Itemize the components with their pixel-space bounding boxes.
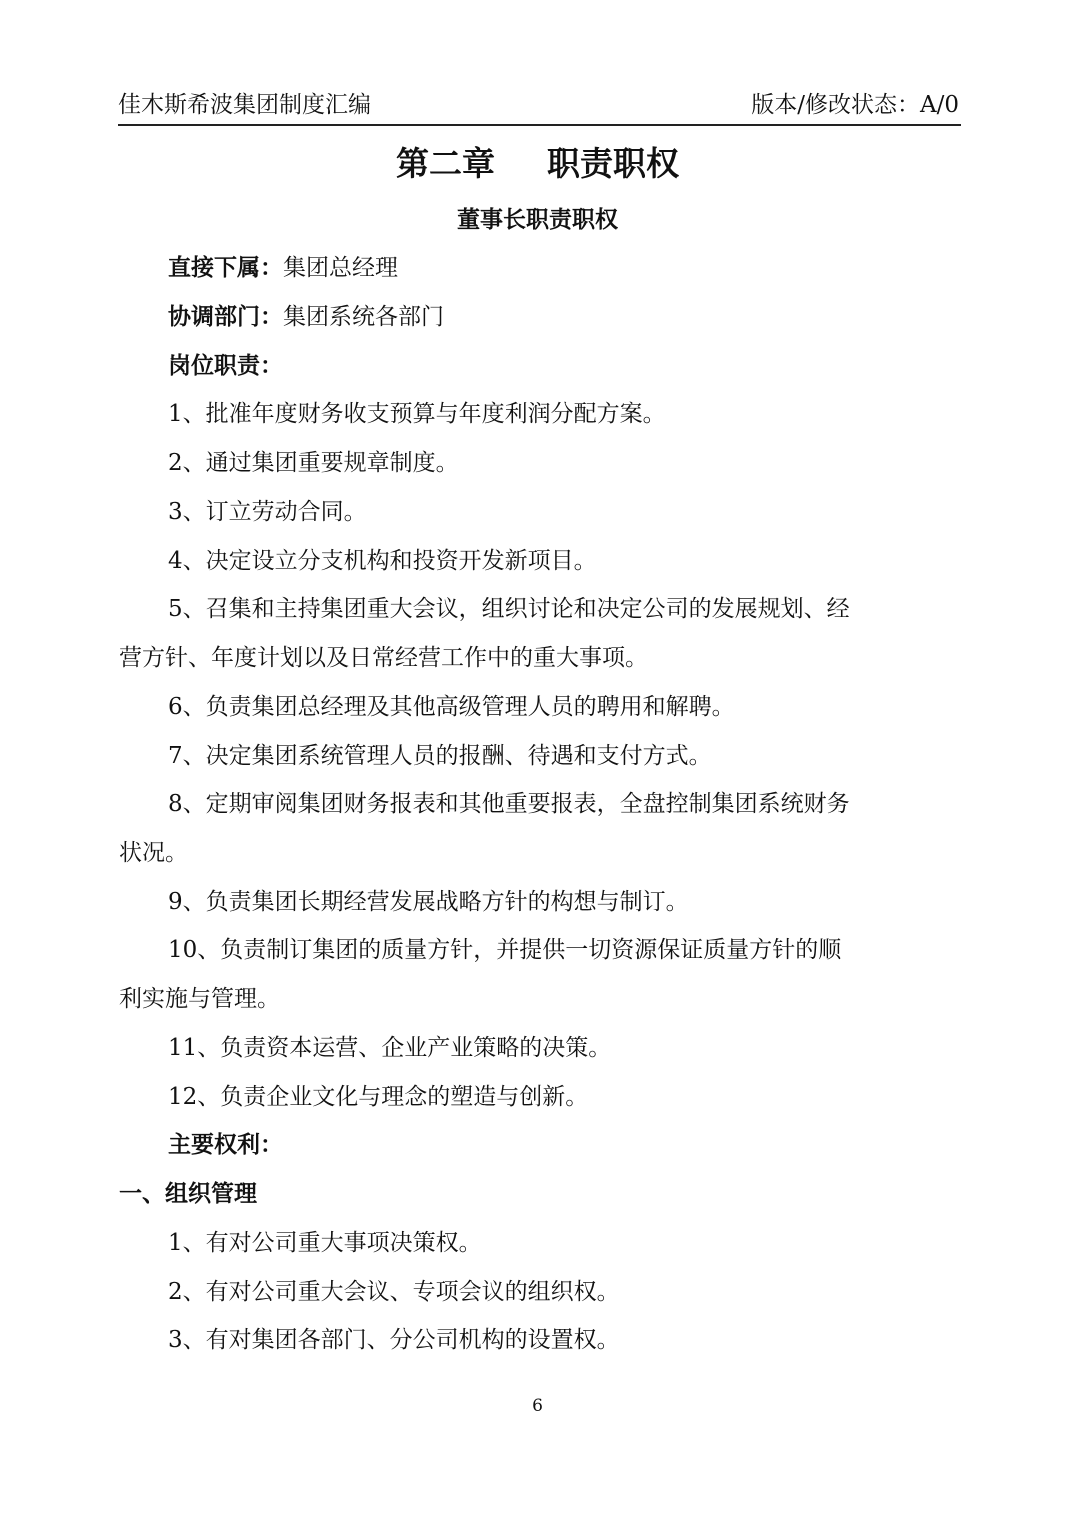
coordination-value: 集团系统各部门 [283,304,444,330]
document-collection-title: 佳木斯希波集团制度汇编 [118,92,371,118]
org-management-heading: 一、组织管理 [119,1181,257,1207]
duty-item: 3、订立劳动合同。 [168,499,367,525]
chapter-title [0,140,1075,188]
org-right-item: 1、有对公司重大事项决策权。 [168,1230,482,1256]
page-number: 6 [532,1396,543,1416]
page-header [118,88,961,126]
duty-item-continuation: 利实施与管理。 [119,986,280,1012]
coordination-label: 协调部门： [168,304,283,330]
duty-item: 4、决定设立分支机构和投资开发新项目。 [168,548,597,574]
duty-item: 1、批准年度财务收支预算与年度利润分配方案。 [168,401,666,427]
chapter-name: 职责职权 [547,144,679,183]
coordination-line [168,300,444,334]
duty-item: 11、负责资本运营、企业产业策略的决策。 [168,1035,612,1061]
duty-item: 10、负责制订集团的质量方针，并提供一切资源保证质量方针的顺 [168,937,842,963]
version-status: 版本/修改状态：A/0 [751,92,959,118]
section-title: 董事长职责职权 [457,207,618,233]
duty-item: 6、负责集团总经理及其他高级管理人员的聘用和解聘。 [168,694,735,720]
duty-item: 8、定期审阅集团财务报表和其他重要报表，全盘控制集团系统财务 [168,791,850,817]
org-right-item: 3、有对集团各部门、分公司机构的设置权。 [168,1327,620,1353]
duty-item-continuation: 状况。 [119,840,188,866]
duty-item-continuation: 营方针、年度计划以及日常经营工作中的重大事项。 [119,645,648,671]
subordinate-label: 直接下属： [168,255,283,281]
rights-heading: 主要权利： [168,1132,283,1158]
org-right-item: 2、有对公司重大会议、专项会议的组织权。 [168,1279,620,1305]
duty-item: 7、决定集团系统管理人员的报酬、待遇和支付方式。 [168,743,712,769]
chapter-number: 第二章 [396,144,495,183]
duty-item: 5、召集和主持集团重大会议，组织讨论和决定公司的发展规划、经 [168,596,850,622]
duty-item: 12、负责企业文化与理念的塑造与创新。 [168,1084,589,1110]
duty-item: 9、负责集团长期经营发展战略方针的构想与制订。 [168,889,689,915]
duty-item: 2、通过集团重要规章制度。 [168,450,459,476]
subordinate-value: 集团总经理 [283,255,398,281]
subordinate-line [168,251,398,285]
duties-heading: 岗位职责： [168,353,283,379]
